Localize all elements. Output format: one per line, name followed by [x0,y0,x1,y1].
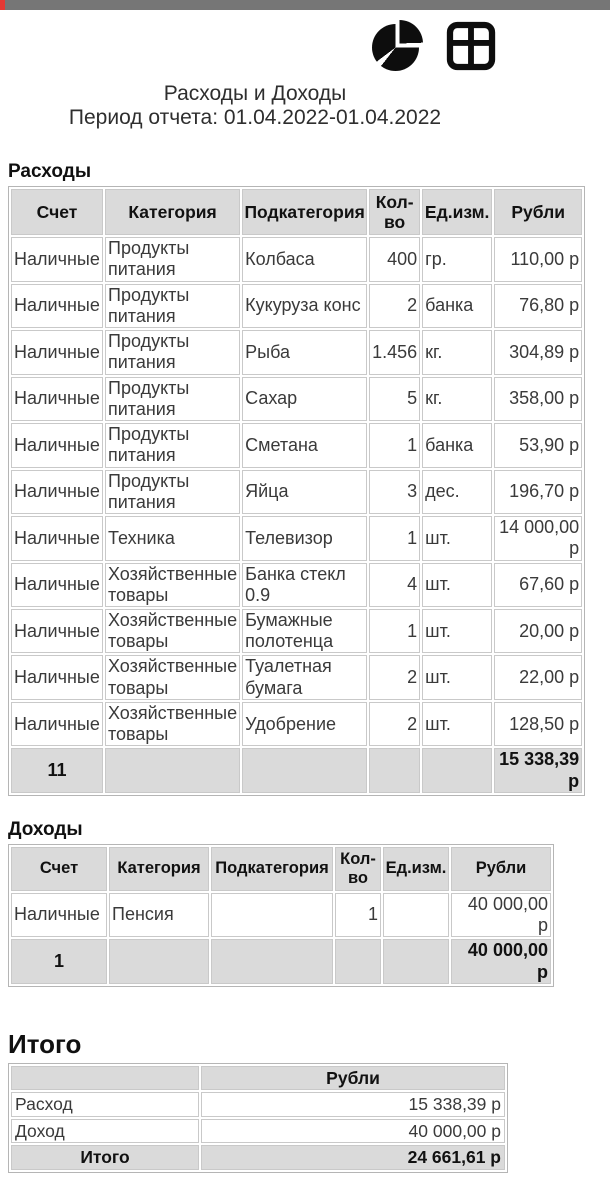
summary-table [8,1063,508,1173]
column-header: Счет [11,189,103,235]
footer-empty-cell [109,939,209,983]
page-title: Расходы и Доходы [163,82,347,105]
cell-quantity: 2 [369,655,420,699]
cell-subcategory: Колбаса [242,237,367,281]
table-row [11,563,582,607]
cell-account: Наличные [11,470,103,514]
summary-total-value: 24 661,61 р [201,1145,505,1170]
cell-account: Наличные [11,237,103,281]
cell-category: Хозяйственные товары [105,563,240,607]
cell-unit: шт. [422,655,492,699]
cell-subcategory: Кукуруза конс [242,284,367,328]
cell-rubles: 22,00 р [494,655,582,699]
table-row [11,237,582,281]
cell-account: Наличные [11,702,103,746]
cell-account: Наличные [11,330,103,374]
cell-quantity: 400 [369,237,420,281]
cell-unit: шт. [422,609,492,653]
cell-account: Наличные [11,423,103,467]
column-header: Рубли [494,189,582,235]
cell-category: Продукты питания [105,470,240,514]
cell-rubles: 53,90 р [494,423,582,467]
cell-subcategory: Рыба [242,330,367,374]
cell-rubles: 76,80 р [494,284,582,328]
cell-category: Техника [105,516,240,560]
cell-unit: банка [422,423,492,467]
income-table-header [11,847,551,891]
footer-count: 11 [11,748,103,792]
cell-unit: гр. [422,237,492,281]
income-table-body [11,893,551,937]
table-row [11,609,582,653]
table-row [11,516,582,560]
table-row [11,655,582,699]
column-header: Счет [11,847,107,891]
footer-count: 1 [11,939,107,983]
summary-empty-header [11,1066,199,1090]
footer-total: 15 338,39 р [494,748,582,792]
table-row [11,470,582,514]
cell-quantity: 1 [369,423,420,467]
summary-label: Расход [11,1092,199,1117]
cell-category: Хозяйственные товары [105,609,240,653]
column-header: Ед.изм. [422,189,492,235]
cell-subcategory [211,893,333,937]
cell-account: Наличные [11,284,103,328]
table-row [11,377,582,421]
cell-unit: шт. [422,563,492,607]
cell-quantity: 2 [369,284,420,328]
summary-row-expense [11,1092,505,1117]
cell-category: Продукты питания [105,237,240,281]
summary-label: Доход [11,1119,199,1144]
cell-unit: дес. [422,470,492,514]
status-bar [0,0,610,10]
header-row [11,189,582,235]
table-row [11,284,582,328]
column-header: Ед.изм. [383,847,449,891]
column-header: Кол-во [335,847,381,891]
expenses-table-footer [11,748,582,792]
column-header: Категория [105,189,240,235]
cell-unit: шт. [422,516,492,560]
income-table [8,844,554,987]
cell-category: Продукты питания [105,284,240,328]
cell-unit: кг. [422,377,492,421]
cell-rubles: 40 000,00 р [451,893,551,937]
footer-empty-cell [105,748,240,792]
cell-rubles: 67,60 р [494,563,582,607]
pie-chart-icon-slice [376,20,423,67]
cell-category: Хозяйственные товары [105,702,240,746]
cell-rubles: 196,70 р [494,470,582,514]
cell-unit: кг. [422,330,492,374]
cell-unit [383,893,449,937]
cell-subcategory: Банка стекл 0.9 [242,563,367,607]
section-heading-income: Доходы [8,818,83,840]
cell-quantity: 3 [369,470,420,514]
cell-rubles: 358,00 р [494,377,582,421]
cell-account: Наличные [11,563,103,607]
table-row [11,702,582,746]
cell-quantity: 1 [369,516,420,560]
cell-quantity: 1.456 [369,330,420,374]
cell-category: Хозяйственные товары [105,655,240,699]
footer-empty-cell [422,748,492,792]
column-header: Кол-во [369,189,420,235]
footer-total: 40 000,00 р [451,939,551,983]
cell-quantity: 5 [369,377,420,421]
cell-subcategory: Бумажные полотенца [242,609,367,653]
footer-empty-cell [335,939,381,983]
cell-category: Продукты питания [105,377,240,421]
cell-rubles: 110,00 р [494,237,582,281]
cell-rubles: 14 000,00 р [494,516,582,560]
expenses-table [8,186,585,796]
report-header [0,84,510,128]
summary-total-label: Итого [11,1145,199,1170]
section-heading-total: Итого [8,1028,82,1059]
header-row [11,847,551,891]
table-row [11,423,582,467]
table-row [11,893,551,937]
summary-total-row [11,1145,505,1170]
column-header: Категория [109,847,209,891]
expenses-table-header [11,189,582,235]
column-header: Подкатегория [211,847,333,891]
cell-rubles: 128,50 р [494,702,582,746]
cell-account: Наличные [11,893,107,937]
cell-category: Продукты питания [105,423,240,467]
cell-rubles: 304,89 р [494,330,582,374]
report-period: Период отчета: 01.04.2022-01.04.2022 [68,106,442,129]
cell-subcategory: Сахар [242,377,367,421]
table-icon[interactable] [445,20,497,72]
column-header: Подкатегория [242,189,367,235]
cell-subcategory: Удобрение [242,702,367,746]
cell-account: Наличные [11,377,103,421]
cell-quantity: 2 [369,702,420,746]
cell-subcategory: Туалетная бумага [242,655,367,699]
cell-unit: шт. [422,702,492,746]
footer-empty-cell [242,748,367,792]
cell-category: Пенсия [109,893,209,937]
table-row [11,330,582,374]
summary-column-rubles: Рубли [201,1066,505,1090]
cell-quantity: 1 [369,609,420,653]
pie-chart-icon[interactable] [372,21,423,72]
cell-rubles: 20,00 р [494,609,582,653]
expenses-table-body [11,237,582,746]
footer-empty-cell [211,939,333,983]
cell-quantity: 1 [335,893,381,937]
footer-empty-cell [369,748,420,792]
income-table-footer [11,939,551,983]
toolbar [0,20,497,72]
summary-header-row [11,1066,505,1090]
cell-account: Наличные [11,609,103,653]
cell-subcategory: Сметана [242,423,367,467]
footer-row [11,939,551,983]
column-header: Рубли [451,847,551,891]
cell-unit: банка [422,284,492,328]
section-heading-expenses: Расходы [8,161,92,182]
summary-value: 15 338,39 р [201,1092,505,1117]
cell-account: Наличные [11,516,103,560]
cell-category: Продукты питания [105,330,240,374]
cell-account: Наличные [11,655,103,699]
cell-subcategory: Телевизор [242,516,367,560]
accent-marker [0,0,5,10]
cell-subcategory: Яйца [242,470,367,514]
footer-empty-cell [383,939,449,983]
summary-row-income [11,1119,505,1144]
footer-row [11,748,582,792]
cell-quantity: 4 [369,563,420,607]
summary-value: 40 000,00 р [201,1119,505,1144]
